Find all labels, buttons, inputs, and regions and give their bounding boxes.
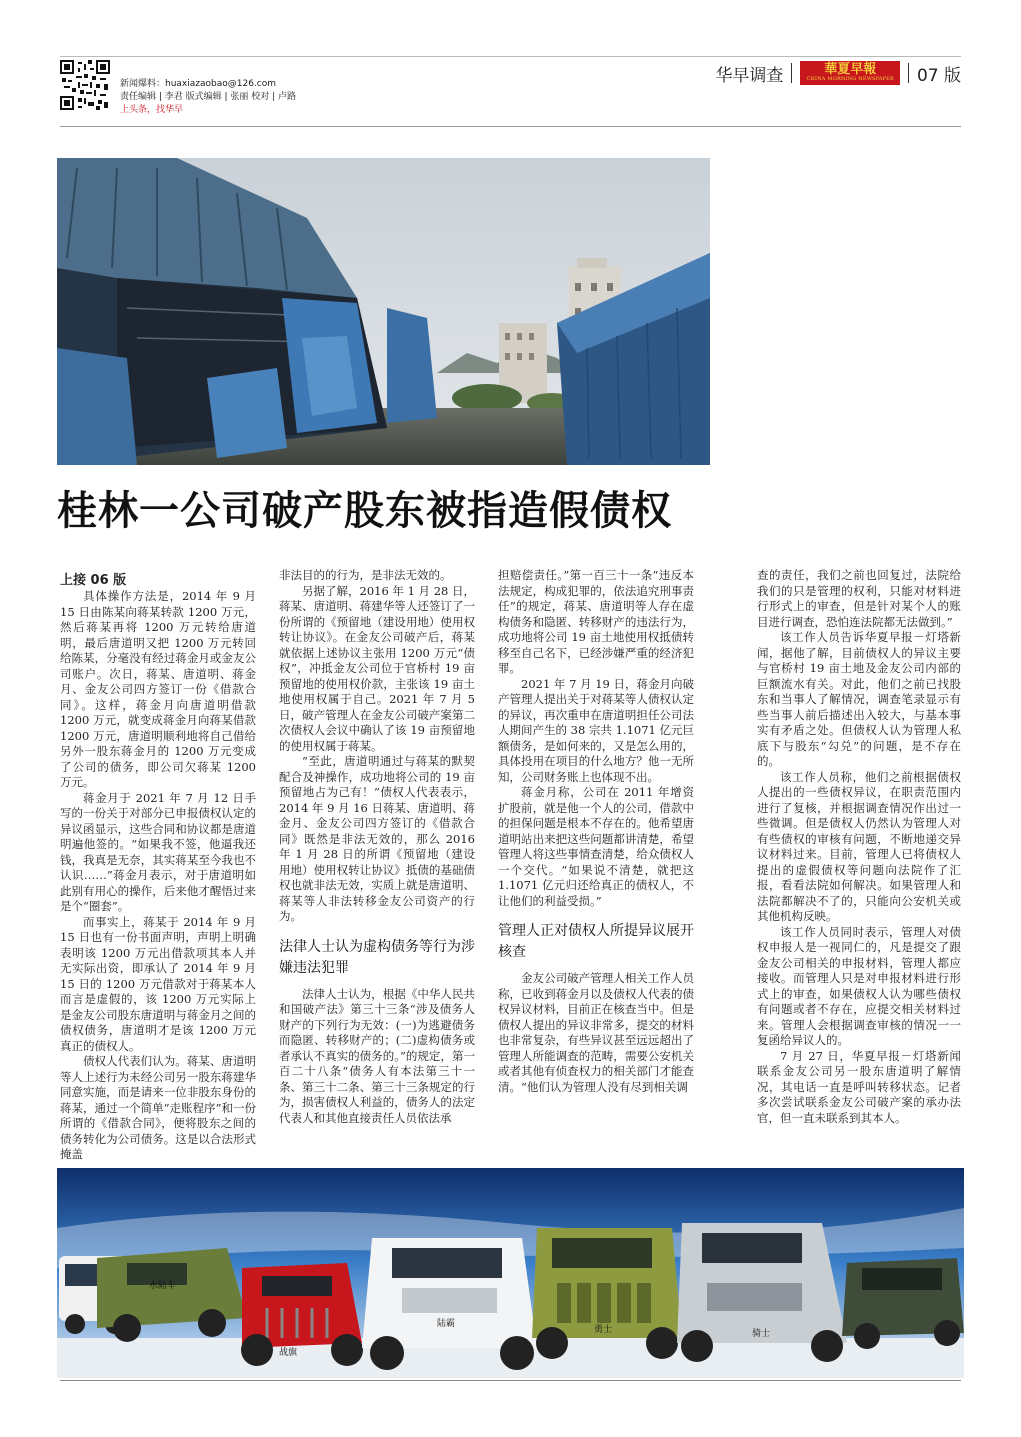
paragraph: 查的责任，我们之前也回复过，法院给我们的只是管理的权利，只能对材料进行形式上的审查，但是针对某个人的账目进行调查，恐怕连法院都无法做到。”: [757, 568, 961, 629]
paragraph: 而事实上，蒋某于 2014 年 9 月 15 日也有一份书面声明，声明上明确表明该 1200 万元出借款项其本人并无实际出资，即承认了 2014 年 9 月 15 日的 1200 万元借款对于蒋某本人而言是虚假的，该 1200 万元实际上是金友公司股东唐道明与蒋金月之间的债权债务，唐道明才是该 1200 万元真正的债权人。: [60, 914, 256, 1053]
bottom-rule: [60, 1380, 961, 1381]
subheading: 管理人正对债权人所提异议展开核查: [498, 923, 694, 960]
article-column-3: [498, 568, 694, 1095]
headline: 桂林一公司破产股东被指造假债权: [57, 488, 672, 534]
subheading: 法律人士认为虚构债务等行为涉嫌违法犯罪: [279, 938, 475, 976]
section-name: 华早调查: [715, 65, 784, 86]
section-header: [715, 60, 961, 86]
paragraph: 具体操作方法是，2014 年 9 月 15 日由陈某向蒋某转款 1200 万元，然后蒋某再将 1200 万元转给唐道明，最后唐道明又把 1200 万元转回给陈某，分毫没有经过蒋金月或金友公司账户。次日，蒋某、唐道明、蒋金月、金友公司四方签订一份《借款合同》。这样，蒋金月向唐道明借款 1200 万元，就变成蒋金月向蒋某借款 1200 万元，唐道明顺利地将自己借给另外一股东蒋金月的 1200 万元变成了公司的债务，即公司欠蒋某 1200 万元。: [60, 589, 256, 789]
paragraph: 该工作人员称，他们之前根据债权人提出的一些债权异议，在职责范围内进行了复核，并根据调查情况作出过一些微调。但是债权人仍然认为管理人对有些债权的审核有问题，不断地递交异议材料过来。目前，管理人已将债权人提出的虚假债权等问题向法院作了汇报，看看法院如何解决。如果管理人和法院都解决不了的，只能向公安机关或其他机构反映。: [757, 769, 961, 923]
paragraph: 2021 年 7 月 19 日，蒋金月向破产管理人提出关于对蒋某等人债权认定的异议，再次重申在唐道明担任公司法人期间产生的 38 宗共 1.1071 亿元巨额债务，是如何来的，又是怎么用的，具体投用在项目的什么地方？他一无所知，公司财务账上也体现不出。: [498, 676, 694, 784]
paragraph: 7 月 27 日，华夏早报－灯塔新闻联系金友公司另一股东唐道明了解情况，其电话一直是呼叫转移状态。记者多次尝试联系金友公司破产案的承办法官，但一直未联系到其本人。: [757, 1048, 961, 1125]
paragraph: 法律人士认为，根据《中华人民共和国破产法》第三十三条“涉及债务人财产的下列行为无效：(一)为逃避债务而隐匿、转移财产的；(二)虚构债务或者承认不真实的债务的。”的规定，第一百二十八条“债务人有本法第三十一条、第三十二条、第三十三条规定的行为，损害债权人利益的，债务人的法定代表人和其他直接责任人员依法承: [279, 986, 475, 1125]
paragraph: 蒋金月称，公司在 2011 年增资扩股前，就是他一个人的公司，借款中的担保问题是根本不存在的。他希望唐道明站出来把这些问题都讲清楚，希望管理人将这些事情查清楚，给众债权人一个交代。“如果说不清楚，就把这 1.1071 亿元归还给真正的债权人，不让他们的利益受损。”: [498, 785, 694, 908]
car-label: 勇士: [594, 1325, 613, 1335]
page-number: 07 版: [916, 65, 961, 86]
vehicle-advertisement: [57, 1168, 964, 1378]
car-label: 水陆车: [149, 1281, 177, 1291]
continued-from: 上接 06 版: [60, 573, 127, 588]
paragraph: 该工作人员告诉华夏早报－灯塔新闻，据他了解，目前债权人的异议主要与官桥村 19 亩土地及金友公司内部的巨额流水有关。对此，他们之前已找股东和当事人了解情况，调查笔录显示有些当事人前后描述出入较大，与基本事实有矛盾之处。但债权人认为管理人私底下与股东“勾兑”的问题，是不存在的。: [757, 630, 961, 768]
top-rule: [60, 56, 961, 57]
paragraph: 金友公司破产管理人相关工作人员称，已收到蒋金月以及债权人代表的债权异议材料，目前正在核查当中。但是债权人提出的异议非常多，提交的材料也非常复杂，有些异议甚至远远超出了管理人所能调查的范畴，需要公安机关或者其他有侦查权力的相关部门才能查清。“他们认为管理人没有尽到相关调: [498, 971, 694, 1094]
contact-line: 新闻爆料：huaxiazaobao@126.com: [120, 79, 277, 89]
article-column-1: [60, 572, 256, 1163]
newspaper-logo: 華夏早報 CHINA MORNING NEWSPAPER: [800, 61, 900, 85]
paragraph: 非法目的的行为，是非法无效的。: [279, 568, 452, 582]
paragraph: 蒋金月于 2021 年 7 月 12 日手写的一份关于对部分已申报债权认定的异议函显示，这些合同和协议都是唐道明遍他签的。“如果我不签，他逼我还钱，我真是无奈，其实蒋某至今我也不认识……”蒋金月表示，对于唐道明如此别有用心的操作，后来他才醒悟过来是个“圈套”。: [60, 790, 256, 913]
divider: [791, 63, 792, 83]
header-rule: [60, 126, 961, 127]
silver-suv: [677, 1223, 847, 1362]
paragraph: 担赔偿责任。”第一百三十一条“违反本法规定，构成犯罪的，依法追究刑事责任”的规定，蒋某、唐道明等人存在虚构债务和隐匿、转移财产的违法行为，成功地将公司 19 亩土地使用权抵债转移至自己名下，已经涉嫌严重的经济犯罪。: [498, 568, 694, 675]
qr-code-icon: [60, 60, 110, 110]
car-label: 骑士: [752, 1329, 771, 1339]
article-column-4: [757, 568, 961, 1126]
warehouse-photo: [57, 158, 710, 465]
car-label: 陆霸: [437, 1319, 456, 1329]
car-label: 战旗: [279, 1348, 298, 1358]
divider: [908, 63, 909, 83]
paragraph: 该工作人员同时表示，管理人对债权申报人是一视同仁的，凡是提交了跟金友公司相关的申报材料，管理人都应接收。而管理人只是对申报材料进行形式上的审查，如果债权人认为哪些债权有问题或者不存在，应提交相关材料过来。管理人会根据调查审核的情况一一复函给异议人的。: [757, 924, 961, 1047]
paragraph: 债权人代表们认为。蒋某、唐道明等人上述行为未经公司另一股东蒋建华同意实施，而是请来一位非股东身份的蒋某，通过一个简单“走账程序”和一份所谓的《借款合同》，便将股东之间的债务转化为公司债务。这是以合法形式掩盖: [60, 1054, 256, 1161]
article-column-2: [279, 568, 475, 1126]
editors-line: 责任编辑 | 李君 版式编辑 | 张丽 校对 | 卢路: [120, 92, 296, 102]
paragraph: 另据了解，2016 年 1 月 28 日，蒋某、唐道明、蒋建华等人还签订了一份所谓的《预留地（建设用地）使用权转让协议》。在金友公司破产后，蒋某就依据上述协议主张用 1200 万元“债权”，冲抵金友公司位于官桥村 19 亩预留地的使用权价款，主张该 19 亩土地使用权属于自己。2021 年 7 月 5 日，破产管理人在金友公司破产案第二次债权人会议中确认了该 19 亩预留地的使用权属于蒋某。: [279, 583, 475, 753]
paragraph: “至此，唐道明通过与蒋某的默契配合及神操作，成功地将公司的 19 亩预留地占为己有！”债权人代表表示，2014 年 9 月 16 日蒋某、唐道明、蒋金月、金友公司四方签订的《借款合同》既然是非法无效的，那么 2016 年 1 月 28 日的所谓《预留地（建设用地）使用权转让协议》抵债的基础债权也就非法无效，实质上就是唐道明、蒋某等人非法转移金友公司资产的行为。: [279, 754, 475, 923]
slogan: 上头条，找华早: [120, 105, 184, 115]
header-meta: [120, 78, 296, 117]
